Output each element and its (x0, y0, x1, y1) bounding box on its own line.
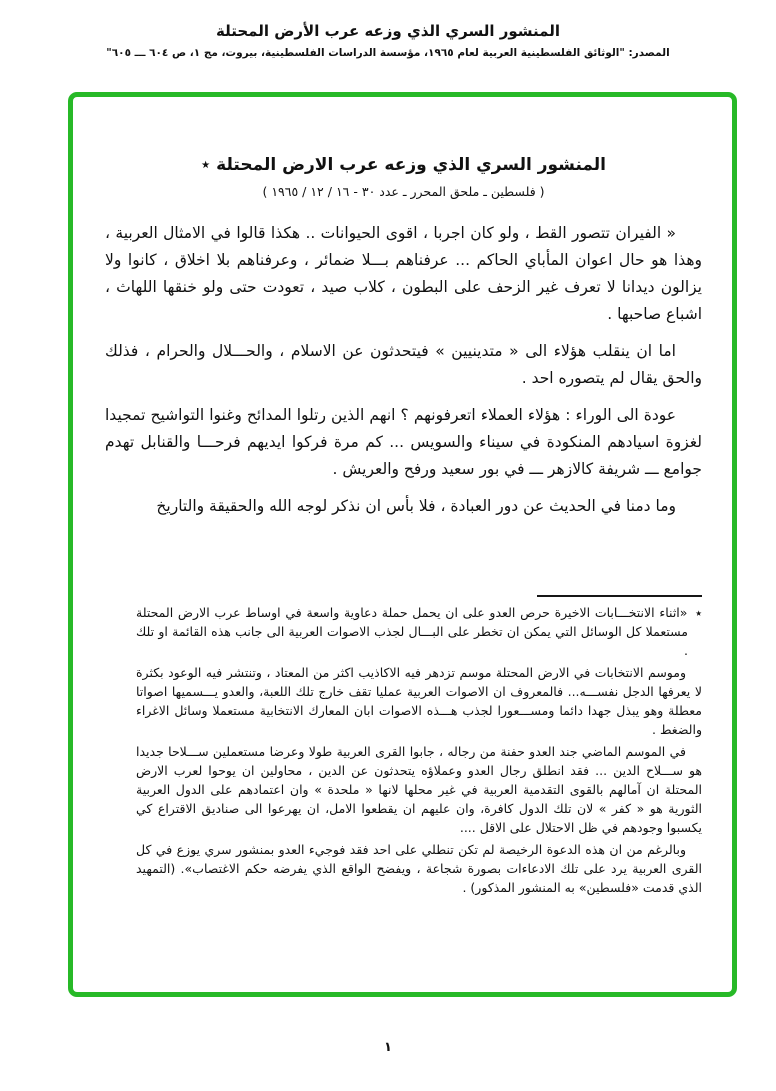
footnote-marker: ٭ (695, 605, 702, 620)
page-number: ١ (384, 1040, 392, 1055)
document-body (105, 220, 702, 520)
document-subtitle: ( فلسطين ـ ملحق المحرر ـ عدد ٣٠ - ١٦ / ١٢ / ١٩٦٥ ) (262, 184, 545, 199)
footnote-paragraph: في الموسم الماضي جند العدو حفنة من رجاله ، جابوا القرى العربية طولا وعرضا مستعملين ســـلاحا جديدا هو ســـلاح الدين ... فقد انطلق رجال العدو وعملاؤه يتحدثون عن الدين ، محاولين ان يوحوا لعرب الارض المحتلة ان آمالهم بالقوى التقدمية العربية في غير محلها لانها « ملحدة » وان اعتمادهم على الدول العربية الثورية هو « كفر » لان تلك الدول كافرة، وان عليهم ان يقطعوا الامل، ان يهرعوا الى صناديق الاقتراع كي يكسبوا وجودهم في ظل الاحتلال على الاقل .... (136, 744, 702, 835)
footnote-text (136, 603, 702, 897)
body-paragraph: وما دمنا في الحديث عن دور العبادة ، فلا بأس ان نذكر لوجه الله والحقيقة والتاريخ (156, 497, 676, 515)
document-title: المنشور السري الذي وزعه عرب الارض المحتلة ٭ (201, 155, 606, 175)
source-line: المصدر: "الوثائق الفلسطينية العربية لعام ١٩٦٥، مؤسسة الدراسات الفلسطينية، بيروت، مج ١، ص ٦٠٤ ـــ ٦٠٥" (106, 47, 670, 59)
body-paragraph: اما ان ينقلب هؤلاء الى « متدينيين » فيتحدثون عن الاسلام ، والحـــلال والحرام ، فذلك والحق يقال لم يتصوره احد . (105, 342, 702, 387)
footnote-paragraph-text: «اثناء الانتخـــابات الاخيرة حرص العدو على ان يحمل حملة دعاوية واسعة في اوساط عرب الارض المحتلة مستعملا كل الوسائل التي يمكن ان تخطر على البـــال لجذب الاصوات العربية الى جانب هذه القائمة او تلك . (136, 605, 688, 658)
footnote-paragraph: وبالرغم من ان هذه الدعوة الرخيصة لم تكن تنطلي على احد فقد فوجيء العدو بمنشور سري يوزع في كل القرى العربية يرد على تلك الادعاءات بصورة شجاعة ، ويفضح الواقع الذي يفرضه حكم الاغتصاب». (التمهيد الذي قدمت «فلسطين» به المنشور المذكور) . (136, 842, 702, 895)
page-header (0, 22, 776, 59)
body-paragraph: عودة الى الوراء : هؤلاء العملاء اتعرفونهم ؟ انهم الذين رتلوا المدائح وغنوا التواشيح تمجيدا لغزوة اسيادهم المنكودة في سيناء والسويس ... كم مرة فركوا ايديهم فرحـــا والقنابل تهدم جوامع ـــ شريفة كالازهر ـــ في بور سعيد ورفح والعريش . (105, 406, 702, 478)
header-title: المنشور السري الذي وزعه عرب الأرض المحتلة (216, 22, 560, 40)
footnote-block (136, 595, 702, 900)
footnote-paragraph: وموسم الانتخابات في الارض المحتلة موسم تزدهر فيه الاكاذيب اكثر من المعتاد ، وتنتشر فيه الوعود بكثرة لا يعرفها الدجل نفســـه... فالمعروف ان الاصوات العربية عمليا تقف خارج تلك اللعبة، والعدو يـــسميها اصواتا معطلة وهو يبذل جهدا دائما ومســـعورا لجذب هـــذه الاصوات ابان المعارك الانتخابية مستعملا وسائل الاغراء والضغط . (136, 665, 702, 737)
document-frame (68, 92, 737, 997)
footnote-separator (537, 595, 702, 597)
footnote-paragraph (136, 603, 702, 660)
body-paragraph: « الفيران تتصور القط ، ولو كان اجربا ، اقوى الحيوانات .. هكذا قالوا في الامثال العربية ، وهذا هو حال اعوان المأباي الحاكم ... عرفناهم بـــلا ضمائر ، وعرفناهم بلا اخلاق ، كانوا ولا يزالون ديدانا لا تعرف غير الزحف على البطون ، كلاب صيد ، تعودت حتى ولو خنقها اللهاث ، اشباع صاحبها . (105, 224, 702, 323)
